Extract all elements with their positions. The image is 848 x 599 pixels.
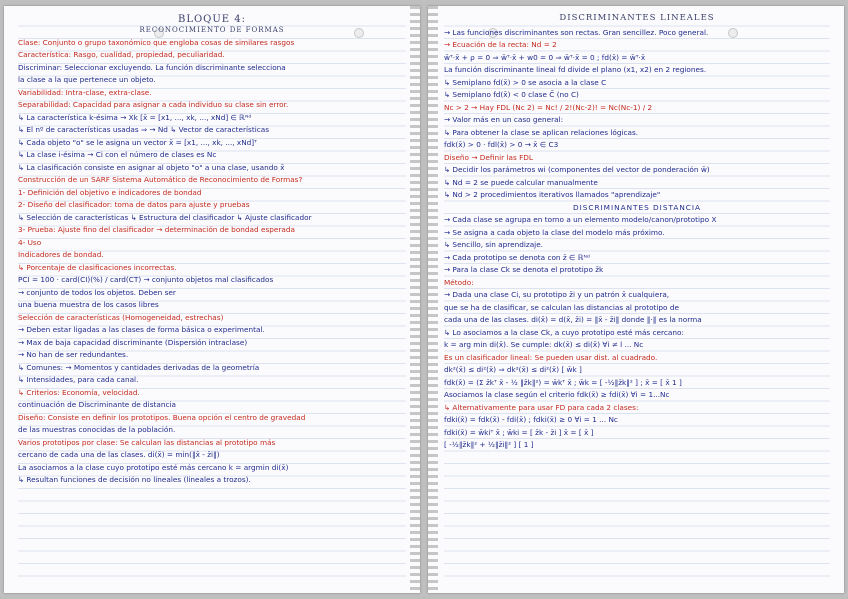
spiral-binding (410, 6, 420, 593)
right-note-lines (444, 27, 830, 452)
note-line: → Deben estar ligadas a las clases de forma básica o experimental. (18, 325, 265, 335)
note-line: fdk(x̄) = (Σ z̄kᵀ x̄ - ½ ‖z̄k‖²) = w̄kᵀ x̄ ; w̄k = [ -½‖z̄k‖² ] ; x̄ = [ x̄ 1 ] (444, 377, 682, 387)
note-line: cada una de las clases. di(x̄) = d(x̄, z̄i) = ‖x̄ - z̄i‖ donde ‖·‖ es la norma (444, 315, 702, 325)
note-line: fdk(x̄) > 0 · fdl(x̄) > 0 → x̄ ∈ C3 (444, 140, 559, 150)
note-line: continuación de Discriminante de distancia (18, 400, 176, 410)
note-line: → Se asigna a cada objeto la clase del modelo más próximo. (444, 227, 665, 237)
note-line: ↳ La clasificación consiste en asignar al objeto "o" a una clase, usando x̄ (18, 162, 285, 172)
note-line: → conjunto de todos los objetos. Deben ser (18, 287, 176, 297)
page-subtitle: RECONOCIMIENTO DE FORMAS (139, 25, 285, 34)
note-line: ↳ Intensidades, para cada canal. (18, 375, 139, 385)
note-line: → Las funciones discriminantes son rectas. Gran sencillez. Poco general. (444, 27, 709, 37)
notebook-page-right (428, 6, 844, 593)
note-line: 2- Diseño del clasificador: toma de datos para ajuste y pruebas (18, 200, 250, 210)
note-line: → Dada una clase Ci, su prototipo z̄i y un patrón x̄ cualquiera, (444, 290, 670, 300)
note-line: 3- Prueba: Ajuste fino del clasificador → determinación de bondad esperada (18, 225, 295, 235)
note-line: ↳ Nd > 2 procedimientos iterativos llamados "aprendizaje" (444, 190, 661, 200)
note-line: → Valor más en un caso general: (444, 115, 564, 125)
note-line: dk²(x̄) ≤ di²(x̄) ⇒ dk²(x̄) ≤ di²(x̄) [ w̄k ] (444, 365, 582, 375)
notebook-page-left (4, 6, 420, 593)
note-line: ↳ El nº de características usadas ⇒ → Nd ↳ Vector de características (18, 125, 270, 135)
note-line: ↳ Semiplano fd(x̄) > 0 se asocia a la clase C (444, 77, 607, 87)
note-line: ↳ La característica k-ésima → Xk [x̄ = [x1, ..., xk, ..., xNd] ∈ ℝᴺᵈ (18, 112, 252, 122)
page-title: DISCRIMINANTES LINEALES (559, 13, 715, 23)
note-line: ↳ Sencillo, sin aprendizaje. (444, 240, 544, 250)
note-line: Indicadores de bondad. (18, 250, 104, 260)
note-line: Separabilidad: Capacidad para asignar a cada individuo su clase sin error. (18, 100, 289, 110)
left-page-content (18, 14, 406, 587)
note-line: Diseño → Definir las FDL (444, 152, 533, 162)
note-line: La función discriminante lineal fd divide el plano (x1, x2) en 2 regiones. (444, 65, 707, 75)
note-line: La asociamos a la clase cuyo prototipo esté más cercano k = argmin di(x̄) (18, 462, 289, 472)
note-line: la clase a la que pertenece un objeto. (18, 75, 156, 85)
note-line: ↳ Porcentaje de clasificaciones incorrectas. (18, 262, 177, 272)
note-line: ↳ Para obtener la clase se aplican relaciones lógicas. (444, 127, 639, 137)
note-line: Discriminar: Seleccionar excluyendo. La función discriminante selecciona (18, 62, 286, 72)
note-line: Método: (444, 277, 474, 287)
note-line: ↳ Decidir los parámetros wi (componentes del vector de ponderación w̄) (444, 165, 710, 175)
note-line: ↳ Cada objeto "o" se le asigna un vector x̄ = [x1, ..., xk, ..., xNd]ᵀ (18, 137, 257, 147)
note-line: → Cada clase se agrupa en torno a un elemento modelo/canon/prototipo X (444, 215, 717, 225)
note-line: → No han de ser redundantes. (18, 350, 129, 360)
note-line: ↳ Resultan funciones de decisión no lineales (lineales a trozos). (18, 475, 251, 485)
note-line: ↳ Comunes: → Momentos y cantidades derivadas de la geometría (18, 362, 260, 372)
note-line: ↳ La clase i-ésima → Ci con el número de clases es Nc (18, 150, 217, 160)
note-line: ↳ Semiplano fd(x̄) < 0 clase C̄ (no C) (444, 90, 579, 100)
note-line: → Ecuación de la recta: Nd = 2 (444, 40, 557, 50)
note-line: de las muestras conocidas de la población. (18, 425, 176, 435)
note-line: → Para la clase Ck se denota el prototipo z̄k (444, 265, 604, 275)
spiral-binding (428, 6, 438, 593)
note-line: Selección de características (Homogeneidad, estrechas) (18, 312, 224, 322)
note-line: ↳ Lo asociamos a la clase Ck, a cuyo prototipo esté más cercano: (444, 327, 684, 337)
note-line: Característica: Rasgo, cualidad, propiedad, peculiaridad. (18, 50, 225, 60)
note-line: → Max de baja capacidad discriminante (Dispersión intraclase) (18, 337, 248, 347)
note-line: fdki(x̄) = w̄kiᵀ x̄ ; w̄ki = [ z̄k - z̄i ] x̄ = [ x̄ ] (444, 427, 594, 437)
note-line: ↳ Criterios: Economía, velocidad. (18, 387, 140, 397)
note-line: DISCRIMINANTES DISTANCIA (572, 202, 702, 212)
note-line: Variabilidad: Intra-clase, extra-clase. (18, 87, 152, 97)
note-line: que se ha de clasificar, se calculan las distancias al prototipo de (444, 302, 679, 312)
note-line: Es un clasificador lineal: Se pueden usar dist. al cuadrado. (444, 352, 658, 362)
page-title: BLOQUE 4: (177, 14, 247, 25)
note-line: fdki(x̄) = fdk(x̄) - fdi(x̄) ; fdki(x̄) ≥ 0 ∀i = 1 ... Nc (444, 415, 618, 425)
note-line: k = arg min di(x̄). Se cumple: dk(x̄) ≤ di(x̄) ∀i ≠ l ... Nc (444, 340, 644, 350)
note-line: cercano de cada una de las clases. di(x̄) = min(‖x̄ - z̄i‖) (18, 450, 220, 460)
note-line: ↳ Alternativamente para usar FD para cada 2 clases: (444, 402, 639, 412)
note-line: 1- Definición del objetivo e indicadores de bondad (18, 187, 202, 197)
note-line: Varios prototipos por clase: Se calculan las distancias al prototipo más (18, 437, 276, 447)
right-page-heading (444, 14, 830, 24)
note-line: Nc > 2 → Hay FDL (Nc 2) = Nc! / 2!(Nc-2)! = Nc(Nc-1) / 2 (444, 102, 653, 112)
note-line: Construcción de un SARF Sistema Automático de Reconocimiento de Formas? (18, 175, 303, 185)
note-line: w̄ᵀ·x̄ + ρ = 0 ⇒ w̄ᵀ·x̄ + w0 = 0 ⇒ w̄ᵀ·x̄ = 0 ; fd(x̄) = w̄ᵀ·x̄ (444, 52, 646, 62)
note-line: Clase: Conjunto o grupo taxonómico que engloba cosas de similares rasgos (18, 37, 295, 47)
note-line: Asociamos la clase según el criterio fdk(x̄) ≥ fdi(x̄) ∀i = 1...Nc (444, 390, 670, 400)
note-line: ↳ Selección de características ↳ Estructura del clasificador ↳ Ajuste clasificador (18, 212, 312, 222)
note-line: → Cada prototipo se denota con z̄ ∈ ℝᴺᵈ (444, 252, 590, 262)
note-line: ↳ Nd = 2 se puede calcular manualmente (444, 177, 598, 187)
right-page-content (444, 14, 830, 587)
left-note-lines (18, 37, 406, 487)
note-line: 4- Uso (18, 237, 42, 247)
note-line: Diseño: Consiste en definir los prototipos. Buena opción el centro de gravedad (18, 412, 306, 422)
note-line: una buena muestra de los casos libres (18, 300, 159, 310)
note-line: [ -½‖z̄k‖² + ½‖z̄i‖² ] [ 1 ] (444, 440, 534, 450)
note-line: PCI = 100 · card(CI)(%) / card(CT) → conjunto objetos mal clasificados (18, 275, 274, 285)
left-page-heading (18, 14, 406, 34)
